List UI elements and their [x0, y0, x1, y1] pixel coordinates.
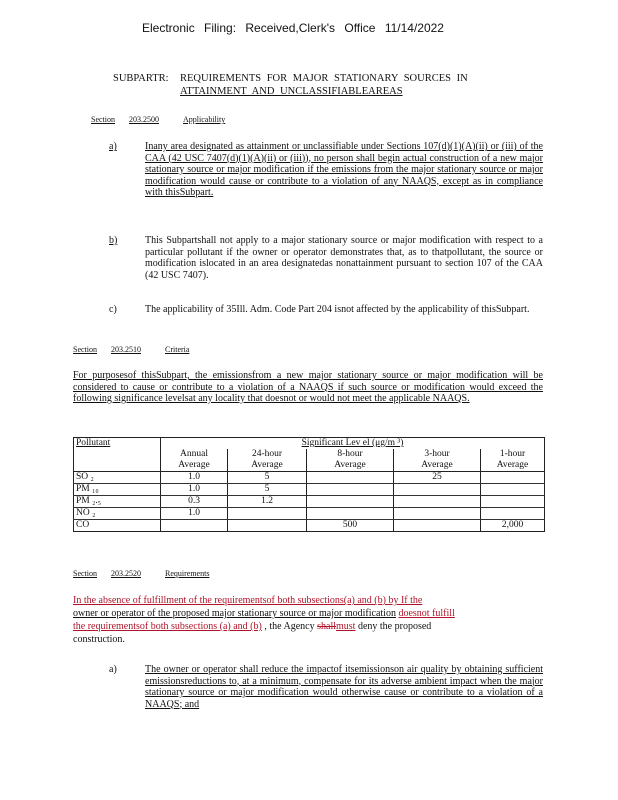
table-header-cell — [161, 438, 545, 450]
value-cell: 1.0 — [161, 484, 228, 496]
body-text: construction. — [73, 634, 125, 645]
column-header: 8-hour — [307, 449, 394, 460]
column-header: Average — [228, 460, 307, 472]
table-row — [74, 520, 545, 532]
deleted-text: shall — [317, 621, 336, 632]
section-heading — [73, 569, 209, 578]
column-header: Average — [178, 460, 210, 470]
value-cell — [394, 520, 481, 532]
column-header: Average — [307, 460, 394, 472]
section-name: Requirements — [165, 569, 210, 578]
section-word: Section — [73, 569, 97, 578]
table-row — [74, 508, 545, 520]
value-cell — [228, 508, 307, 520]
table-header-cell — [74, 438, 161, 450]
value-cell: 0.3 — [161, 496, 228, 508]
body-text: owner or operator of the proposed major stationary source or major modification — [73, 608, 396, 619]
value-cell — [228, 520, 307, 532]
body-text: deny the proposed — [357, 621, 432, 632]
value-cell — [394, 508, 481, 520]
item-marker: a) — [109, 141, 117, 152]
table-cell — [74, 449, 161, 460]
section-heading — [73, 345, 189, 354]
inserted-text: doesnot fulfill — [398, 608, 455, 619]
section-word: Section — [73, 345, 97, 354]
pollutant-cell: PM ₁₀ — [74, 484, 161, 496]
value-cell — [161, 520, 228, 532]
requirements-intro — [73, 594, 543, 646]
value-cell: 1.0 — [161, 472, 228, 484]
section-number: 203.2500 — [129, 115, 159, 124]
value-cell — [307, 508, 394, 520]
value-cell — [481, 484, 545, 496]
value-cell: 5 — [228, 484, 307, 496]
column-header: 3-hour — [394, 449, 481, 460]
paragraph: This Subpartshall not apply to a major stationary source or major modification with respect to a particular pollutant if the owner or operator demonstrates that, as to thatpollutant, the source or modification islocated in an area designatedas nonattainment pursuant to section 107 of the CAA (42 USC 7407). — [145, 235, 543, 281]
column-header: 1-hour — [481, 449, 545, 460]
subpart-title-line2: ATTAINMENT AND UNCLASSIFIABLEAREAS — [180, 86, 403, 97]
value-cell — [307, 472, 394, 484]
inserted-text: must — [336, 621, 356, 632]
value-cell: 2,000 — [481, 520, 545, 532]
pollutant-header: Pollutant — [76, 438, 111, 448]
paragraph: The applicability of 35Ill. Adm. Code Part 204 isnot affected by the applicability of thisSubpart. — [145, 304, 530, 315]
column-header: Average — [481, 460, 545, 472]
section-name: Applicability — [183, 115, 226, 124]
section-name: Criteria — [165, 345, 190, 354]
column-header: 24-hour — [228, 449, 307, 460]
paragraph: The owner or operator shall reduce the impactof itsemissionson air quality by obtaining sufficient emissionsreductions to, at a minimum, compensate for its adverse ambient impact when the major stationary source or major modification would otherwise cause or contribute to a violation of a NAAQS; and — [145, 664, 543, 710]
value-cell — [394, 484, 481, 496]
value-cell — [307, 484, 394, 496]
paragraph: For purposesof thisSubpart, the emissionsfrom a new major stationary source or major modification will be considered to cause or contribute to a violation of a NAAQS if such source or modification would exceed the following significance levelsat any locality that doesnot or would not meet the applicable NAAQS. — [73, 370, 543, 404]
inserted-text: In the absence of fulfillment of the requirementsof both subsections(a) and (b) by If the — [73, 595, 423, 606]
significance-table — [73, 437, 545, 532]
value-cell — [307, 496, 394, 508]
section-number: 203.2510 — [111, 345, 141, 354]
column-header: Average — [394, 460, 481, 472]
value-cell — [481, 508, 545, 520]
value-cell: 500 — [307, 520, 394, 532]
inserted-text: the requirementsof both subsections (a) and (b) — [73, 621, 262, 632]
section-word: Section — [91, 115, 115, 124]
body-text: , the Agency — [264, 621, 315, 632]
pollutant-cell: CO — [74, 520, 161, 532]
section-heading — [91, 115, 225, 124]
section-number: 203.2520 — [111, 569, 141, 578]
item-marker: b) — [109, 235, 118, 246]
value-cell — [394, 496, 481, 508]
paragraph: Inany area designated as attainment or unclassifiable under Sections 107(d)(1)(A)(ii) or (iii) of the CAA (42 USC 7407(d)(1)(A)(ii) or (iii)), no person shall begin actual construction of a new major stationary source or major modification if the emissions from the major stationary source or major modification would cause or contribute to a violation of any NAAQS, except as in compliance with thisSubpart. — [145, 141, 543, 198]
table-row — [74, 484, 545, 496]
table-row — [74, 496, 545, 508]
column-header: Annual — [180, 449, 208, 459]
item-marker: a) — [109, 664, 117, 675]
filing-stamp: Electronic Filing: Received,Clerk's Office 11/14/2022 — [142, 21, 444, 35]
value-cell: 5 — [228, 472, 307, 484]
group-header: Significant Lev el (μg/m ³) — [301, 438, 404, 448]
value-cell — [481, 496, 545, 508]
pollutant-cell: NO ₂ — [74, 508, 161, 520]
value-cell — [481, 472, 545, 484]
value-cell: 1.2 — [228, 496, 307, 508]
table-cell — [74, 460, 161, 472]
subpart-title-line1: REQUIREMENTS FOR MAJOR STATIONARY SOURCES IN — [180, 73, 468, 84]
item-marker: c) — [109, 304, 117, 315]
value-cell: 1.0 — [161, 508, 228, 520]
pollutant-cell: SO ₂ — [74, 472, 161, 484]
subpart-label: SUBPARTR: — [113, 73, 169, 84]
table-row — [74, 472, 545, 484]
pollutant-cell: PM ₂.₅ — [74, 496, 161, 508]
value-cell: 25 — [394, 472, 481, 484]
